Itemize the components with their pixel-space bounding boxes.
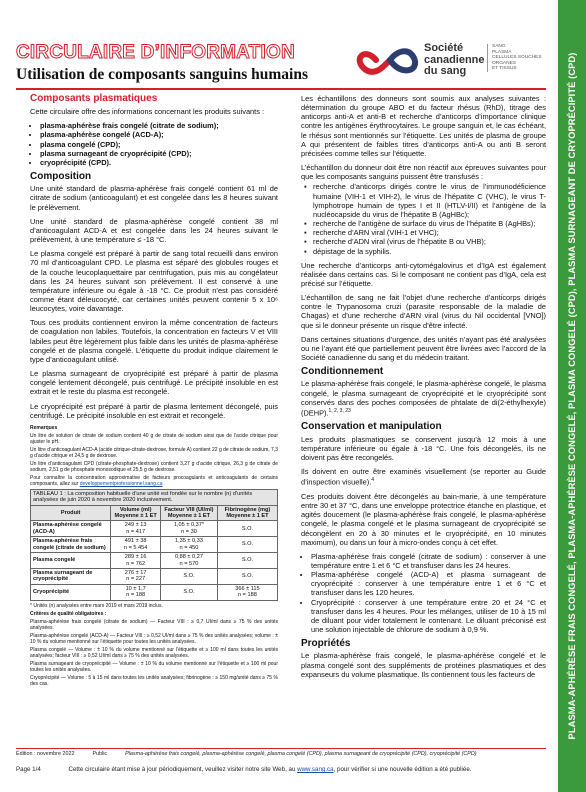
list-item: ▪ dépistage de la syphilis. <box>313 247 546 256</box>
table-note: * Unités (n) analysées entre mars 2019 et mars 2019 inclus. <box>30 602 163 609</box>
heading-storage: Conservation et manipulation <box>301 421 442 433</box>
paragraph: Une unité standard de plasma-aphérèse congelé contient 38 ml d’anticoagulant ACD-A et est congelée dans les 24 heures suivant le prélèvement, à une température ≤ -18 °C. <box>30 216 278 245</box>
professional-development-link[interactable]: developpementprofessionnel.sang.ca <box>79 480 163 487</box>
remark: Un litre d’anticoagulant CPD (citrate-phosphate-dextrose) contient 3,27 g d’acide citrique, 26,3 g de citrate de sodium, 2,51 g de phosphate monosodique et 25,5 g de dextrose. <box>30 460 278 473</box>
logo-dark-loop <box>390 51 415 70</box>
test-list <box>301 182 546 255</box>
paragraph: Le plasma-aphérèse frais congelé, le plasma-aphérèse congelé et le plasma congelé sont des suppléments de protéines plasmatiques et des expanseurs du volume plasmatique. Ils contiennent tous les facteurs de <box>301 651 546 679</box>
storage-list <box>301 552 546 634</box>
column-header: Facteur VIII (UI/ml) Moyenne ± 1 ET <box>161 505 218 521</box>
paragraph: Le plasma congelé est préparé à partir de sang total recueilli dans environ 70 ml d’anticoagulant CPD. Le plasma est séparé des globules rouges et de la couche leucoplaquettaire par centrifugation, puis mis au congélateur dans les 24 heures suivant son prélèvement. Il est conservé à une température inférieure ou égale à -18 °C. Ce produit n’est pas considéré comme étant déleucocyté, car certaines unités peuvent contenir 5 x 10⁶ leucocytes, voire davantage. <box>30 249 278 314</box>
remark: Un litre de solution de citrate de sodium contient 40 g de citrate de sodium ainsi que de l’acide citrique pour ajuster le pH. <box>30 432 278 445</box>
website-link[interactable]: www.sang.ca <box>297 766 334 773</box>
paragraph: Le plasma surnageant de cryoprécipité est préparé à partir de plasma congelé lentement décongelé, puis centrifugé. Le précipité insoluble en est extrait et le reste du plasma est recongelé. <box>30 369 278 397</box>
logo-tagline: SANG PLASMA CELLULES SOUCHES ORGANES ET TISSUS <box>487 44 542 72</box>
side-title-band <box>558 0 586 792</box>
product-list <box>30 121 278 167</box>
table-row: Plasma congelé 289 ± 16 n = 762 0,88 ± 0,27 n = 570 S.O. <box>31 553 278 569</box>
paragraph: Ces produits doivent être décongelés au bain-marie, à une température entre 30 et 37 °C, dans une enveloppe protectrice étanche en plastique, et agités doucement (le plasma-aphérèse frais congelé, le plasma-aphérèse congelé, le plasma congelé et le plasma surnageant de cryoprécipité se décongèlent en 20 à 30 minutes et le cryoprécipité, en 10 minutes maximum), ou dans un four à micro-ondes conçu à cet effet. <box>301 491 546 547</box>
list-item: ▪ recherche de l’antigène de surface du virus de l’hépatite B (AgHBs); <box>313 219 546 228</box>
paragraph: Tous ces produits contiennent environ la même concentration de facteurs de coagulation non labiles. Toutefois, la concentration en facteurs V et VIII labiles peut être légèrement plus faible dans les unités de plasma-aphérèse congelé et de plasma congelé. L’étiquette du produit indique clairement le type d’anticoagulant utilisé. <box>30 318 278 364</box>
intro-text: Cette circulaire offre des informations concernant les produits suivants : <box>30 107 265 117</box>
section-title-plasma-components: Composants plasmatiques <box>30 93 158 104</box>
table-row: Plasma surnageant de cryoprécipité 276 ± 17 n = 227 S.O. S.O. <box>31 568 278 584</box>
logo-red-loop <box>360 54 390 72</box>
footer-meta <box>16 751 546 757</box>
remarks-title: Remarques <box>30 424 58 431</box>
paragraph: Une unité standard de plasma-aphérèse frais congelé contient 61 ml de citrate de sodium (anticoagulant) et est congelée dans les 8 heures suivant le prélèvement. <box>30 184 278 212</box>
composition-table <box>30 489 278 601</box>
table-note: Critères de qualité obligatoires : <box>30 610 107 617</box>
list-item: • plasma-aphérèse frais congelé (citrate de sodium); <box>40 121 278 130</box>
list-item: • plasma-aphérèse congelé (ACD-A); <box>40 130 278 139</box>
table-row: Plasma-aphérèse congelé (ACD-A) 249 ± 13 n = 417 1,05 ± 0,37* n = 30 S.O. <box>31 521 278 537</box>
table-note: Cryoprécipité — Volume : 5 à 15 ml dans toutes les unités analysées; fibrinogène : ≥ 150 mg/unité dans ≥ 75 % des cas. <box>30 674 278 687</box>
side-title-text: PLASMA-APHÉRÈSE FRAIS CONGELÉ, PLASMA-APHÉRÈSE CONGELÉ, PLASMA CONGELÉ (CPD), PLASMA SURNAGEANT DE CRYOPRÉCIPITÉ (CPD) <box>567 52 577 740</box>
footer-divider <box>16 748 546 749</box>
table-header-row <box>31 505 278 521</box>
footer-notice: Page 1/4 Cette circulaire étant mise à jour périodiquement, veuillez visiter notre site Web, au www.sang.ca, pour vérifier si une nouvelle édition a été publiée. <box>16 766 472 773</box>
paragraph: Le plasma-aphérèse frais congelé, le plasma-aphérèse congelé, le plasma congelé, le plasma surnageant de cryoprécipité et le cryoprécipité sont conservés dans des poches composées de phtalate de di(2-éthylhexyle) (DEHP).$^{1, 2, 3, 23}$ <box>301 379 546 418</box>
right-column <box>301 94 546 684</box>
list-item: • plasma congelé (CPD); <box>40 140 278 149</box>
paragraph: Les échantillons des donneurs sont soumis aux analyses suivantes : détermination du groupe ABO et du facteur rhésus (RhD), titrage des anticorps anti-A et anti-B et recherche d’anticorps d’importance clinique contre les antigènes érythrocytaires. Le groupe sanguin et, le cas échéant, le rhésus sont mentionnés sur l’étiquette. Les unités de plasma de groupe A qui présentent de faibles titres d’anticorps anti-A ou anti B seront précisées comme telles sur l’étiquette. <box>301 94 546 158</box>
left-column <box>30 94 278 689</box>
heading-properties: Propriétés <box>301 638 351 650</box>
paragraph: Ils doivent en outre être examinés visuellement (se reporter au Guide d’inspection visuelle).$^4$ <box>301 467 546 487</box>
audience: Public <box>92 751 108 757</box>
paragraph: Dans certaines situations d’urgence, des unités n’ayant pas été analysées ou ne l’ayant été que partiellement peuvent être livrées avec l’accord de la Société canadienne du sang et du médecin traitant. <box>301 334 546 363</box>
paragraph: L’échantillon du donneur doit être non réactif aux épreuves suivantes pour que les composants sanguins puissent être transfusés : <box>301 163 546 182</box>
heading-packaging: Conditionnement <box>301 366 384 378</box>
list-item: ▪ recherche d’anticorps dirigés contre le virus de l’immunodéficience humaine (VIH-1 et VIH-2), le virus de l’hépatite C (VHC), le virus T-lymphotrope humain de types I et II (HTLV-I/II) et l’antigène de la nucléocapside du virus de l’hépatite B (AgHBc); <box>313 182 546 219</box>
list-item: • Plasma-aphérèse congelé (ACD-A) et plasma surnageant de cryoprécipité : conserver à une température entre 1 et 6 °C et transfuser dans les 120 heures. <box>311 570 546 597</box>
paragraph: Une recherche d’anticorps anti-cytomégalovirus et d’IgA est également réalisée dans certains cas. Si le composant ne contient pas d’IgA, cela est précisé sur l’étiquette. <box>301 260 546 288</box>
remark: Pour connaître la concentration approximative de facteurs procoagulants et anticoagulants de certains composants, allez sur developpementprofessionnel.sang.ca <box>30 474 278 487</box>
page-number: Page 1/4 <box>16 766 41 773</box>
edition-date: Édition : novembre 2022 <box>16 751 75 757</box>
table-row: Cryoprécipité 10 ± 1,7 n = 188 S.O. 366 ± 115 n = 188 <box>31 584 278 600</box>
paragraph: Les produits plasmatiques se conservent jusqu’à 12 mois à une température inférieure ou égale à -18 °C. Une fois décongelés, ils ne doivent pas être recongelés. <box>301 434 546 462</box>
table-note: Plasma congelé — Volume : ± 10 % du volume mentionné sur l’étiquette et ≥ 100 ml dans toutes les unités analysées; facteur VIII : ≥ 0,52 UI/ml dans ≥ 75 % des unités analysées. <box>30 646 278 659</box>
table-note: Plasma-aphérèse congelé (ACD-A) — Facteur VIII : ≥ 0,52 UI/ml dans ≥ 75 % des unités analysées; volume : ± 10 % du volume mentionné sur l’étiquette pour toutes les unités analysées. <box>30 632 278 645</box>
circular-subtitle: Utilisation de composants sanguins humains <box>16 66 308 83</box>
list-item: • Plasma-aphérèse frais congelé (citrate de sodium) : conserver à une température entre 1 et 6 °C et transfuser dans les 24 heures. <box>311 552 546 570</box>
list-item: • cryoprécipité (CPD). <box>40 158 278 167</box>
list-item: ▪ recherche d’ADN viral (virus de l’hépatite B ou VHB); <box>313 237 546 246</box>
table-note: Plasma surnageant de cryoprécipité — Volume : ± 10 % du volume mentionné sur l’étiquette et ≥ 100 ml pour toutes les unités analysées. <box>30 660 278 673</box>
column-header: Fibrinogène (mg) Moyenne ± 1 ET <box>217 505 277 521</box>
paragraph: L’échantillon de sang ne fait l’objet d’une recherche d’anticorps dirigés contre le Trypanosoma cruzi (parasite responsable de la maladie de Chagas) et d’une recherche d’ARN viral (virus du Nil occidental [VNO]) que si le donneur présente un risque d’être infecté. <box>301 293 546 330</box>
reference-superscript: 4 <box>371 477 375 484</box>
reference-superscript: 1, 2, 3, 23 <box>328 407 351 414</box>
circular-title: CIRCULAIRE D’INFORMATION <box>16 42 295 63</box>
list-item: • plasma surnageant de cryoprécipité (CPD); <box>40 149 278 158</box>
heading-composition: Composition <box>30 171 92 183</box>
remark: Un litre d’anticoagulant ACD-A (acide citrique-citrate-dextrose, formule A) contient 22 g de citrate de sodium, 7,3 g d’acide citrique et 24,5 g de dextrose. <box>30 446 278 459</box>
table-caption: TABLEAU 1 : La composition habituelle d’une unité est fondée sur le nombre (n) d’unités analysées de juin 2020 à novembre 2020 inclusivement. <box>30 489 278 505</box>
column-header: Volume (ml) Moyenne ± 1 ET <box>111 505 161 521</box>
list-item: • Cryoprécipité : conserver à une température entre 20 et 24 °C et transfuser dans les 4 heures. Pour les mélanges, utiliser de 10 à 15 ml de diluant pour vider totalement le contenant. Le diluant préconisé est une solution injectable de chlorure de sodium à 0,9 %. <box>311 598 546 635</box>
column-header: Produit <box>31 505 111 521</box>
paragraph: Le cryoprécipité est préparé à partir de plasma lentement décongelé, puis centrifugé. Le précipité insoluble en est extrait et recongelé. <box>30 401 278 420</box>
table-note: Plasma-aphérèse frais congelé (citrate de sodium) — Facteur VIII : ≥ 0,7 UI/ml dans ≥ 75 % des unités analysées. <box>30 618 278 631</box>
logo-wordmark: Société canadienne du sang <box>424 42 485 77</box>
list-item: ▪ recherche d’ARN viral (VIH-1 et VHC); <box>313 228 546 237</box>
footer-products: Plasma-aphérèse frais congelé, plasma-aphérèse congelé, plasma congelé (CPD), plasma surnageant de cryoprécipité (CPD), cryoprécipité (CPD) <box>125 751 477 757</box>
header-divider <box>16 88 546 90</box>
table-row: Plasma-aphérèse frais congelé (citrate de sodium) 491 ± 38 n = 5 454 1,35 ± 0,33 n = 450 S.O. <box>31 537 278 553</box>
